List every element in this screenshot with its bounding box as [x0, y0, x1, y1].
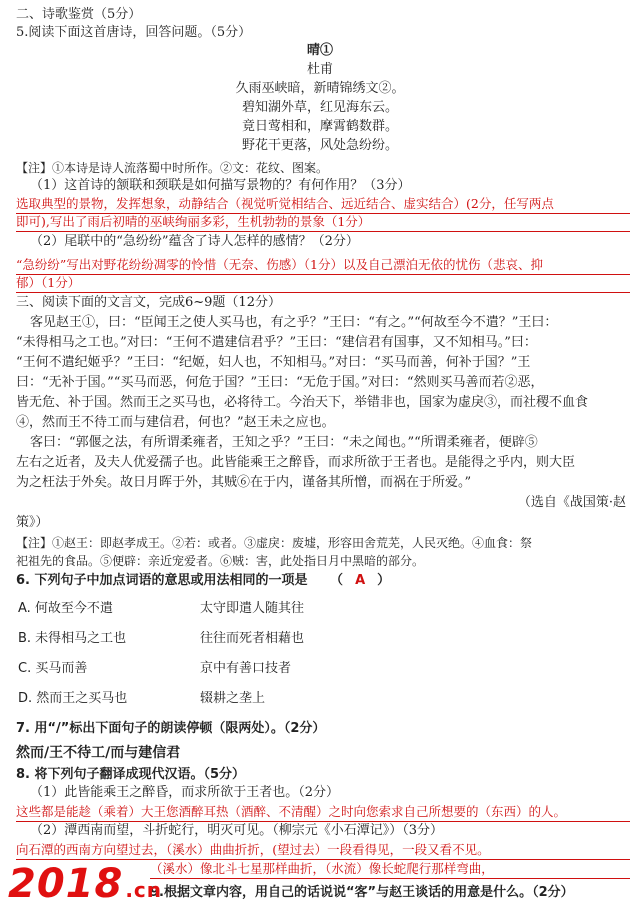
q6-answer: A: [355, 573, 366, 588]
q6-option-b-right: 往往而死者相藉也: [200, 631, 305, 646]
site-watermark-logo: [8, 862, 162, 909]
poem-title: 晴①: [306, 43, 333, 58]
section3-heading: 三、阅读下面的文言文，完成6~9题（12分）: [16, 295, 281, 310]
q8-sub2: （2）潭西南而望，斗折蛇行，明灭可见。（柳宗元《小石潭记》）（3分）: [30, 823, 444, 838]
answer-q5-1: 选取典型的景物，发挥想象，动静结合（视觉听觉相结合、远近结合、虚实结合）(2分，任写两点: [16, 195, 630, 214]
q6-paren-close: ）: [377, 573, 391, 588]
passage-source: （选自《战国策·赵: [517, 495, 626, 510]
q6-option-d-right: 辍耕之垄上: [200, 691, 266, 706]
q8-sub1: （1）此皆能乘王之醉昏，而求所欲于王者也。（2分）: [30, 785, 340, 800]
passage-source-tail: 策》）: [16, 515, 49, 530]
answer-q8-1: 这些都是能趁（乘着）大王您酒醉耳热（酒醉、不清醒）之时向您索求自己所想要的（东西）的人。: [16, 803, 630, 822]
poem-line: 久雨巫峡暗，新晴锦绣文②。: [235, 81, 405, 96]
watermark-suffix: .cn: [125, 878, 163, 902]
passage-line: 曰：“无补于国。”“买马而恶，何危于国？”王曰：“无危于国。”对曰：“然则买马善而若②恶，: [16, 375, 544, 390]
q6-option-a-right: 太守即遣人随其往: [200, 601, 305, 616]
passage-notes: 【注】①赵王：即赵孝成王。②若：或者。③虚戾：废墟，形容田舍荒芜，人民灭绝。④血食：祭: [16, 536, 533, 550]
q7-stem: 7. 用“/”标出下面句子的朗读停顿（限两处）。（2分）: [16, 721, 326, 736]
q6-paren-open: （: [330, 573, 344, 588]
q6-option-b-left: B. 未得相马之工也: [18, 631, 127, 646]
q6-option-a-left: A. 何故至今不遣: [18, 601, 113, 616]
passage-line: 皆无危、补于国。然而王之买马也，必将待工。今治天下，举错非也，国家为虚戾③，而社稷不血食: [16, 395, 589, 410]
answer-q5-2: “急纷纷”写出对野花纷纷凋零的怜惜（无奈、伤感）（1分）以及自己漂泊无依的忧伤（悲哀、抑: [16, 256, 630, 275]
q5-intro: 5.阅读下面这首唐诗，回答问题。（5分）: [16, 25, 252, 40]
answer-q8-2: 向石潭的西南方向望过去，（溪水）曲曲折折，(望过去）一段看得见，一段又看不见。: [16, 841, 630, 860]
passage-line: 客曰：“郭偃之法，有所谓柔雍者，王知之乎？”王曰：“未之闻也。”“所谓柔雍者，便辟⑤: [30, 435, 538, 450]
poem-line: 野花干更落，风处急纷纷。: [241, 138, 398, 153]
passage-line: 左右之近者，及夫人优爱孺子也。此皆能乘王之醉昏，而求所欲于王者也。是能得之乎内，则大臣: [16, 455, 576, 470]
passage-notes-cont: 祀祖先的食品。⑤便辟：亲近宠爱者。⑥贼：害，此处指日月中黑暗的部分。: [16, 554, 425, 568]
q5-sub1: （1）这首诗的颔联和颈联是如何描写景物的？有何作用？（3分）: [30, 178, 411, 193]
answer-q5-2-cont: 郁）（1分）: [16, 274, 630, 293]
passage-line: 客见赵王①，曰：“臣闻王之使人买马也，有之乎？”王曰：“有之。”“何故至今不遣？”王曰：: [30, 315, 558, 330]
watermark-main: 2018: [8, 861, 124, 907]
passage-line: ④，然而王不待工而与建信君，何也？”赵王未之应也。: [16, 415, 335, 430]
q6-stem: [16, 572, 630, 590]
q7-answer: 然而/王不待工/而与建信君: [16, 745, 181, 761]
poem-line: 碧知湖外草，红见海东云。: [241, 100, 398, 115]
poem-line: 竟日莺相和，摩霄鹤数群。: [241, 119, 398, 134]
passage-line: “王何不遣纪姬乎？”王曰：“纪姬，妇人也，不知相马。”对曰：“买马而善，何补于国？”王: [16, 355, 531, 370]
answer-q8-2-cont: （溪水）像北斗七星那样曲折，（水流）像长蛇爬行那样弯曲，: [150, 860, 630, 879]
passage-line: 为之枉法于外矣。故日月晖于外，其贼⑥在于内，谨备其所憎，而祸在于所爱。”: [16, 475, 472, 490]
q6-option-c-left: C. 买马而善: [18, 661, 88, 676]
q8-stem: 8. 将下列句子翻译成现代汉语。（5分）: [16, 767, 246, 782]
q6-option-c-right: 京中有善口技者: [200, 661, 292, 676]
q9-stem: 9.根据文章内容，用自己的话说说“客”与赵王谈话的用意是什么。（2分）: [150, 885, 574, 900]
section2-heading: 二、诗歌鉴赏（5分）: [16, 7, 142, 22]
q6-text: 6. 下列句子中加点词语的意思或用法相同的一项是: [16, 573, 308, 588]
passage-line: “未得相马之工也。”对曰：“王何不遣建信君乎？”王曰：“建信君有国事，又不知相马。”曰：: [16, 335, 537, 350]
q5-sub2: （2）尾联中的“急纷纷”蕴含了诗人怎样的感情？（2分）: [30, 234, 359, 249]
poem-author: 杜甫: [306, 62, 333, 77]
q6-option-d-left: D. 然而王之买马也: [18, 691, 128, 706]
answer-q5-1-cont: 即可),写出了雨后初晴的巫峡绚丽多彩，生机勃勃的景象（1分）: [16, 213, 630, 232]
poem-note: 【注】①本诗是诗人流落蜀中时所作。②文：花纹、图案。: [16, 161, 329, 175]
